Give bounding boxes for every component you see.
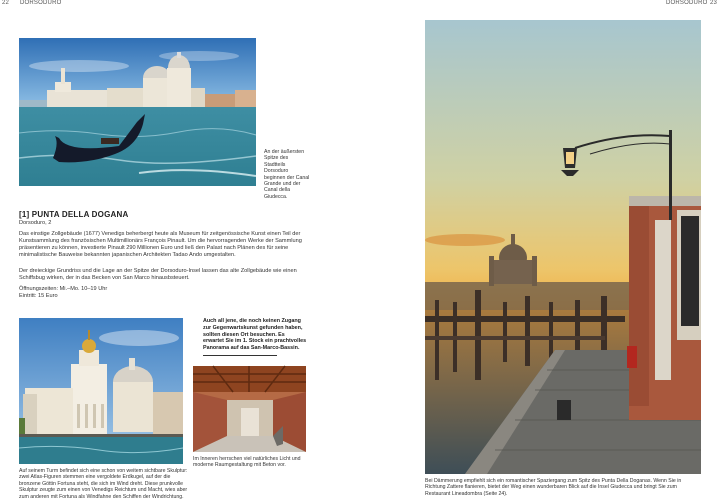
top-photo-caption: An der äußersten Spitze des Stadtteils Dorsoduro beginnen der Canal Grande und der Canal della Giudecca. bbox=[264, 149, 310, 200]
dogana-building-photo bbox=[19, 318, 183, 464]
right-page-number: 23 bbox=[710, 0, 718, 6]
tip-text: Auch all jene, die noch keinen Zugang zur Gegenwartskunst gefunden haben, sollten diesen Ort besuchen. Es erwartet Sie im 1. Stock ein prachtvolles Panorama auf das San-Marco-Bassin. bbox=[203, 318, 307, 352]
sunset-promenade-photo bbox=[425, 20, 701, 474]
interior-caption: Im Inneren herrschen viel natürliches Licht und moderne Raumgestaltung mit Beton vor. bbox=[193, 456, 301, 469]
left-page-number: 22 bbox=[2, 0, 10, 6]
right-running-head: DORSODURO bbox=[666, 0, 708, 6]
interior-photo bbox=[193, 366, 306, 452]
sunset-photo-caption: Bei Dämmerung empfiehlt sich ein romantischer Spaziergang zum Spitz des Punta Della Doganas. Wenn Sie in Richtung Zattere flanieren, bietet der Weg einen wunderbaren Blick auf die Insel Giudecca und bringt Sie zum Restaurant Lineadombra (Seite 24). bbox=[425, 478, 682, 497]
opening-hours: Öffnungszeiten: Mi.–Mo. 10–19 Uhr bbox=[19, 286, 108, 292]
address: Dorsoduro, 2 bbox=[19, 220, 52, 226]
bottom-caption: Auf seinem Turm befindet sich eine schon von weitem sichtbare Skulptur: zwei Atlas-Figuren stemmen eine vergoldete Erdkugel, auf der die bronzene Göttin Fortuna steht, die sich im Wind dreht. Diese prunkvolle Skulptur zeugte zum einen von Venedigs Reichtum und Macht, wies aber zum anderen mit Fortuna als Windfahne den Schiffen der Windrichtung. bbox=[19, 468, 188, 500]
tip-divider bbox=[203, 355, 277, 356]
salute-gondola-photo bbox=[19, 38, 256, 186]
paragraph-1: Das einstige Zollgebäude (1677) Venedigs beherbergt heute als Museum für zeitgenössische Kunst einen Teil der Kunstsammlung des französischen Multimillionärs François Pinault. Um die hervorragenden Werke der Sammlung präsentieren zu können, investierte Pinault 290 Millionen Euro und ließ den Palast nach Plänen des für seine minimalistische Bauweise bekannten japanischen Architekten Tadao Ando umgestalten. bbox=[19, 231, 302, 258]
admission-price: Eintritt: 15 Euro bbox=[19, 293, 58, 299]
left-running-head: DORSODURO bbox=[20, 0, 62, 6]
section-title: [1] PUNTA DELLA DOGANA bbox=[19, 210, 129, 219]
tip-box bbox=[203, 318, 307, 356]
paragraph-2: Der dreieckige Grundriss und die Lage an der Spitze der Dorsoduro-Insel lassen das alte Zollgebäude wie einen Schiffsbug wirken, der in das Becken von San Marco hinausbsteuert. bbox=[19, 268, 297, 281]
